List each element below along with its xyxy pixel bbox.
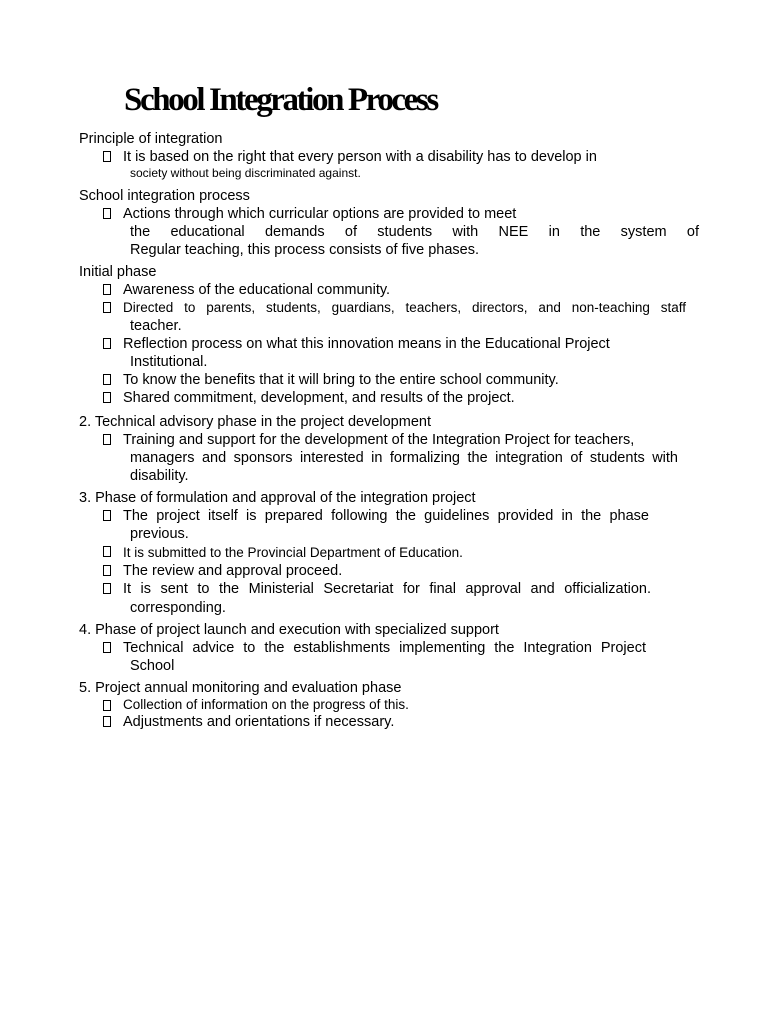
page-title: School Integration Process [124,82,437,118]
bullet-box-icon [103,434,111,445]
list-item-continuation: teacher. [130,318,182,334]
list-item [79,371,699,389]
list-item-text: Actions through which curricular options are provided to meet [123,206,517,222]
list-item-text: Awareness of the educational community. [123,282,391,298]
bullet-box-icon [103,700,111,711]
section-formulation-approval-phase [79,489,699,617]
section-heading: School integration process [79,188,250,204]
bullet-box-icon [103,583,111,594]
list-item-continuation: managers and sponsors interested in formalizing the integration of students with [130,450,678,466]
list-item [79,713,699,731]
list-item-text: It is sent to the Ministerial Secretariat for final approval and officialization. [123,581,651,597]
list-item [79,580,651,617]
list-item [79,148,601,181]
list-item [79,543,699,562]
list-item-text: It is submitted to the Provincial Department of Education. [123,545,463,560]
section-school-integration-process [79,187,699,259]
list-item-text: The review and approval proceed. [123,563,343,579]
bullet-box-icon [103,565,111,576]
list-item [79,389,699,407]
section-launch-execution-phase [79,621,699,675]
bullet-box-icon [103,208,111,219]
list-item-continuation: disability. [130,468,189,484]
list-item [79,431,678,485]
list-item-text: Reflection process on what this innovation means in the Educational Project [123,336,610,352]
bullet-box-icon [103,151,111,162]
list-item-text: It is based on the right that every person with a disability has to develop in [123,149,597,165]
section-heading: 3. Phase of formulation and approval of the integration project [79,490,476,506]
list-item [79,335,699,371]
list-item-text: Training and support for the development of the Integration Project for teachers, [123,432,635,448]
list-item-text: The project itself is prepared following the guidelines provided in the phase [123,508,649,524]
list-item-continuation: Institutional. [130,354,208,370]
list-item [79,697,699,713]
list-item-text: Adjustments and orientations if necessary. [123,714,395,730]
bullet-box-icon [103,510,111,521]
list-item-text: Shared commitment, development, and results of the project. [123,390,515,406]
list-item-continuation: Regular teaching, this process consists of five phases. [130,242,479,258]
list-item [79,205,699,259]
list-item-continuation: School [130,658,175,674]
section-heading: 5. Project annual monitoring and evaluation phase [79,680,402,696]
section-principle-of-integration [79,130,699,181]
bullet-box-icon [103,392,111,403]
list-item-text: To know the benefits that it will bring to the entire school community. [123,372,559,388]
list-item-continuation: the educational demands of students with NEE in the system of [130,224,699,240]
section-technical-advisory-phase [79,413,699,485]
bullet-box-icon [103,642,111,653]
list-item [79,299,686,335]
bullet-box-icon [103,374,111,385]
list-item-text: Technical advice to the establishments implementing the Integration Project [123,640,646,656]
list-item-text: Directed to parents, students, guardians, teachers, directors, and non-teaching staff [123,300,686,315]
list-item-continuation: corresponding. [130,600,226,616]
section-monitoring-evaluation-phase [79,679,699,731]
section-heading: 4. Phase of project launch and execution with specialized support [79,622,499,638]
section-heading: 2. Technical advisory phase in the project development [79,414,431,430]
section-heading: Initial phase [79,264,157,280]
bullet-box-icon [103,546,111,557]
bullet-box-icon [103,716,111,727]
section-initial-phase [79,263,699,407]
list-item [79,507,649,543]
document-body [79,130,699,731]
bullet-box-icon [103,338,111,349]
list-item-continuation: society without being discriminated against. [130,166,361,180]
section-heading: Principle of integration [79,131,223,147]
list-item [79,281,699,299]
list-item [79,639,646,675]
list-item [79,562,699,580]
bullet-box-icon [103,284,111,295]
list-item-continuation: previous. [130,526,189,542]
bullet-box-icon [103,302,111,313]
list-item-text: Collection of information on the progress of this. [123,697,409,712]
